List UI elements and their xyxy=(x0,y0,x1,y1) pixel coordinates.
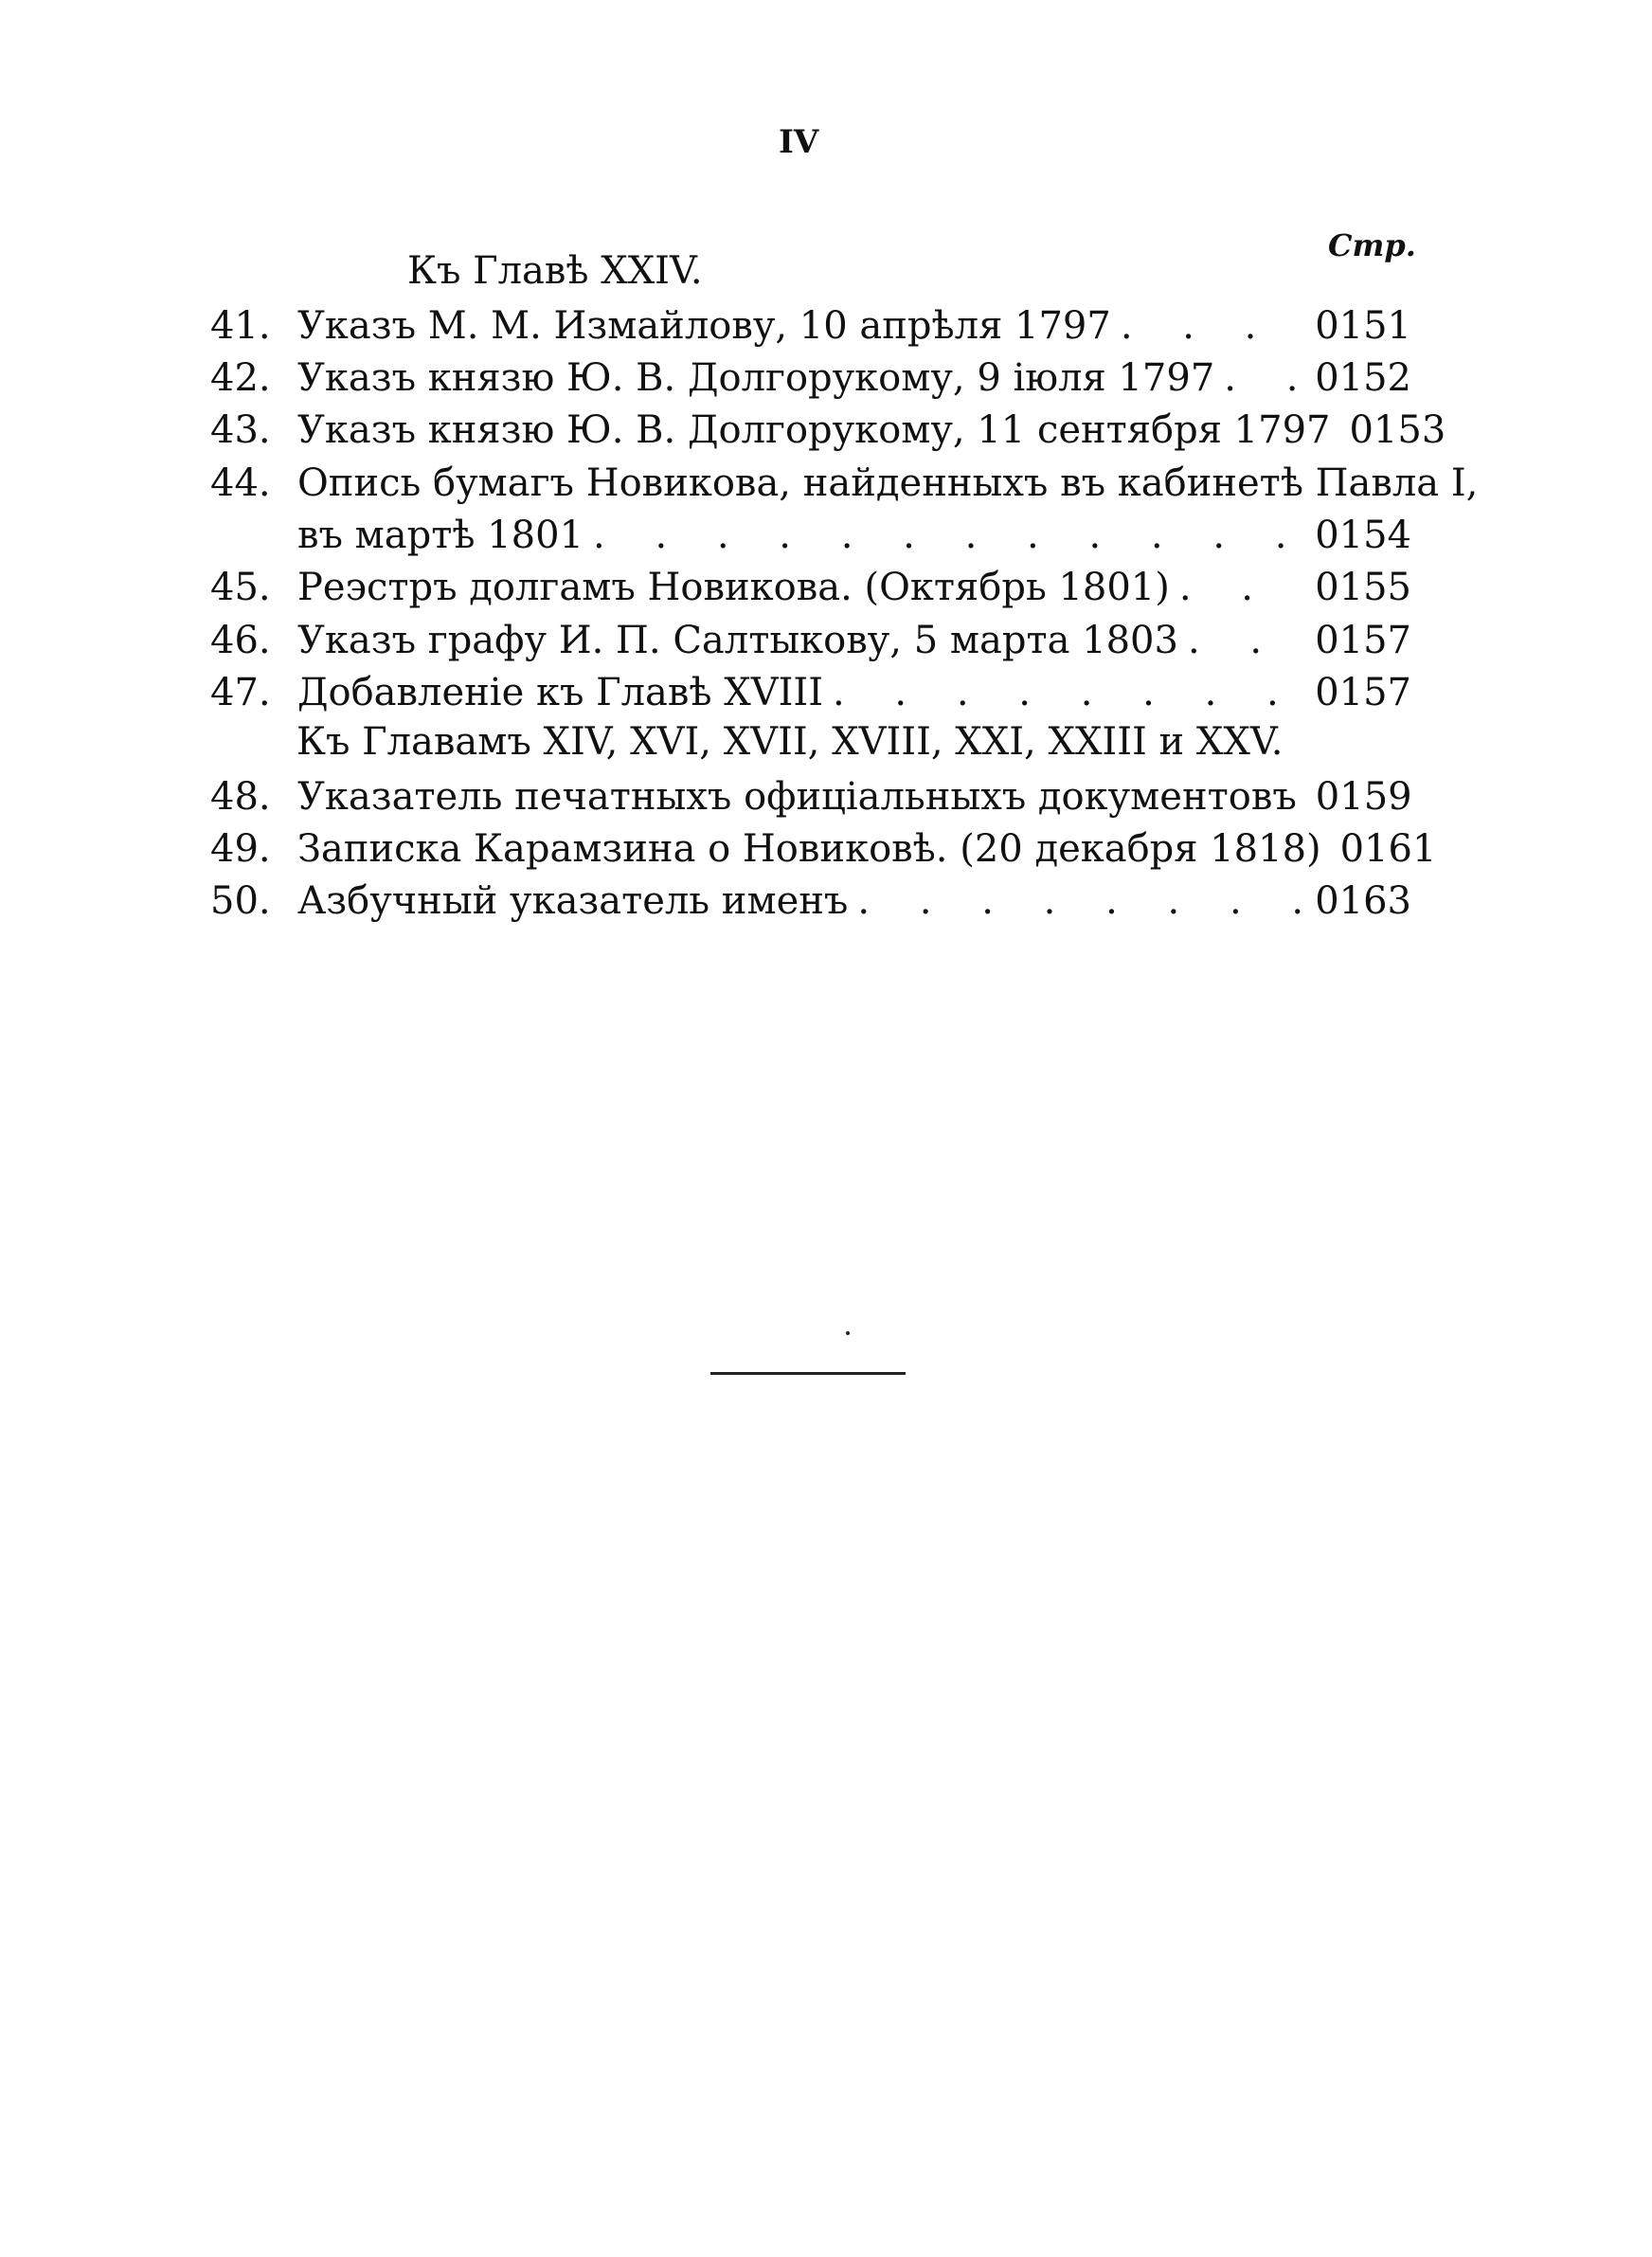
toc-entry-43 xyxy=(210,406,1446,455)
toc-entry-number: 48. xyxy=(210,775,271,819)
toc-entry-number: 49. xyxy=(210,827,271,871)
toc-entry-48 xyxy=(210,772,1411,822)
toc-dot-leader xyxy=(1224,353,1305,403)
toc-entry-title: Азбучный указатель именъ xyxy=(297,879,849,923)
toc-entry-line xyxy=(297,824,1437,874)
toc-dot-leader xyxy=(1121,301,1305,351)
end-ornament-dot xyxy=(846,1331,850,1335)
toc-entry-title: Указъ князю Ю. В. Долгорукому, 11 сентября 1797 xyxy=(297,408,1331,452)
toc-entry-page: 0159 xyxy=(1315,775,1412,819)
toc-dot-leader xyxy=(593,511,1305,560)
toc-entry-page: 0157 xyxy=(1315,619,1411,662)
toc-entry-line xyxy=(297,301,1411,351)
toc-entry-number: 42. xyxy=(210,356,271,400)
toc-entry-number: 44. xyxy=(210,461,271,505)
toc-entry-title: Добавленіе къ Главѣ XVIII xyxy=(297,671,823,714)
toc-entry-line xyxy=(297,876,1411,926)
toc-entry-title: Записка Карамзина о Новиковѣ. (20 декабря 1818) xyxy=(297,827,1321,871)
toc-entry-title: Указатель печатныхъ офиціальныхъ документовъ xyxy=(297,775,1297,819)
toc-dot-leader xyxy=(833,668,1305,717)
toc-entry-page: 0153 xyxy=(1349,408,1446,452)
toc-entry-page: 0152 xyxy=(1315,356,1411,400)
toc-entry-title: Реэстръ долгамъ Новикова. (Октябрь 1801) xyxy=(297,566,1170,609)
toc-entry-47 xyxy=(210,668,1411,717)
toc-entry-line xyxy=(297,563,1411,612)
toc-entry-45 xyxy=(210,563,1411,612)
toc-entry-44-continuation xyxy=(297,511,1411,560)
page-column-label: Стр. xyxy=(1328,227,1416,263)
section-heading-chapters-14-25: Къ Главамъ XIV, XVI, XVII, XVIII, XXI, XXIII и XXV. xyxy=(296,720,1284,764)
toc-entry-title: Опись бумагъ Новикова, найденныхъ въ кабинетѣ Павла I, xyxy=(297,461,1479,505)
toc-entry-46 xyxy=(210,616,1411,665)
toc-entry-page: 0155 xyxy=(1315,566,1411,609)
toc-dot-leader xyxy=(1179,563,1305,612)
toc-dot-leader xyxy=(1188,616,1305,665)
end-rule xyxy=(710,1372,906,1375)
toc-entry-line xyxy=(297,406,1446,455)
toc-entry-line xyxy=(297,668,1411,717)
toc-entry-50 xyxy=(210,876,1411,926)
toc-entry-title: Указъ М. М. Измайлову, 10 апрѣля 1797 xyxy=(297,304,1111,348)
toc-entry-title-continuation: въ мартѣ 1801 xyxy=(297,514,584,557)
toc-entry-page: 0157 xyxy=(1315,671,1411,714)
toc-entry-49 xyxy=(210,824,1437,874)
page-number: IV xyxy=(779,123,819,161)
section-heading-chapter-24: Къ Главѣ XXIV. xyxy=(407,249,703,293)
toc-entry-page: 0163 xyxy=(1315,879,1411,923)
toc-entry-title: Указъ графу И. П. Салтыкову, 5 марта 1803 xyxy=(297,619,1178,662)
toc-entry-42 xyxy=(210,353,1411,403)
toc-entry-title: Указъ князю Ю. В. Долгорукому, 9 іюля 1797 xyxy=(297,356,1215,400)
toc-dot-leader xyxy=(857,876,1305,926)
toc-entry-number: 41. xyxy=(210,304,271,348)
toc-entry-number: 46. xyxy=(210,619,271,662)
toc-entry-41 xyxy=(210,301,1411,351)
toc-entry-line xyxy=(297,459,1479,508)
toc-entry-number: 47. xyxy=(210,671,271,714)
toc-entry-number: 50. xyxy=(210,879,271,923)
toc-entry-number: 45. xyxy=(210,566,271,609)
toc-entry-number: 43. xyxy=(210,408,271,452)
toc-entry-page: 0151 xyxy=(1315,304,1411,348)
toc-entry-line xyxy=(297,353,1411,403)
toc-entry-44 xyxy=(210,459,1479,508)
toc-entry-page: 0154 xyxy=(1315,514,1411,557)
toc-entry-line xyxy=(297,616,1411,665)
toc-entry-line xyxy=(297,772,1411,822)
toc-entry-page: 0161 xyxy=(1339,827,1437,871)
